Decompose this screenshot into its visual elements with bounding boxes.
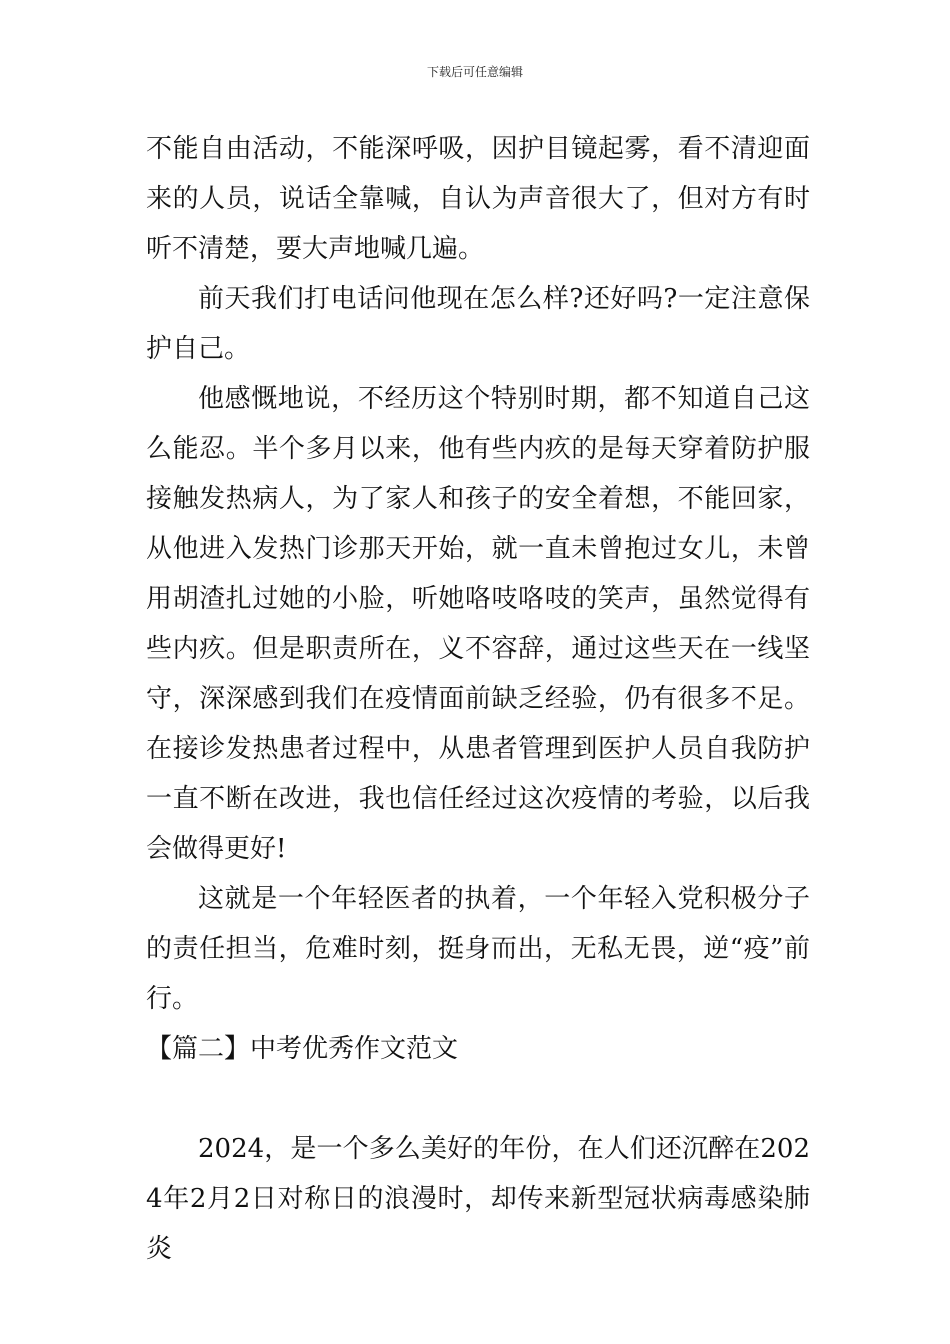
- section-heading: 【篇二】中考优秀作文范文: [146, 1034, 459, 1064]
- paragraph-2: 前天我们打电话问他现在怎么样?还好吗?一定注意保护自己。: [146, 284, 810, 364]
- paragraph-4: 这就是一个年轻医者的执着，一个年轻入党积极分子的责任担当，危难时刻，挺身而出，无私无畏，逆“疫”前行。: [146, 884, 810, 1014]
- document-body: [146, 124, 810, 1274]
- paragraph-5: 2024，是一个多么美好的年份，在人们还沉醉在2024年2月2日对称日的浪漫时，却传来新型冠状病毒感染肺炎: [146, 1134, 810, 1264]
- paragraph-3: 他感慨地说，不经历这个特别时期，都不知道自己这么能忍。半个多月以来，他有些内疚的是每天穿着防护服接触发热病人，为了家人和孩子的安全着想，不能回家，从他进入发热门诊那天开始，就一直未曾抱过女儿，未曾用胡渣扎过她的小脸，听她咯吱咯吱的笑声，虽然觉得有些内疚。但是职责所在，义不容辞，通过这些天在一线坚守，深深感到我们在疫情面前缺乏经验，仍有很多不足。在接诊发热患者过程中，从患者管理到医护人员自我防护一直不断在改进，我也信任经过这次疫情的考验，以后我会做得更好!: [146, 384, 810, 864]
- blank-line: [146, 1074, 810, 1124]
- paragraph-1: 不能自由活动，不能深呼吸，因护目镜起雾，看不清迎面来的人员，说话全靠喊，自认为声音很大了，但对方有时听不清楚，要大声地喊几遍。: [146, 134, 810, 264]
- page-header: 下载后可任意编辑: [426, 65, 523, 79]
